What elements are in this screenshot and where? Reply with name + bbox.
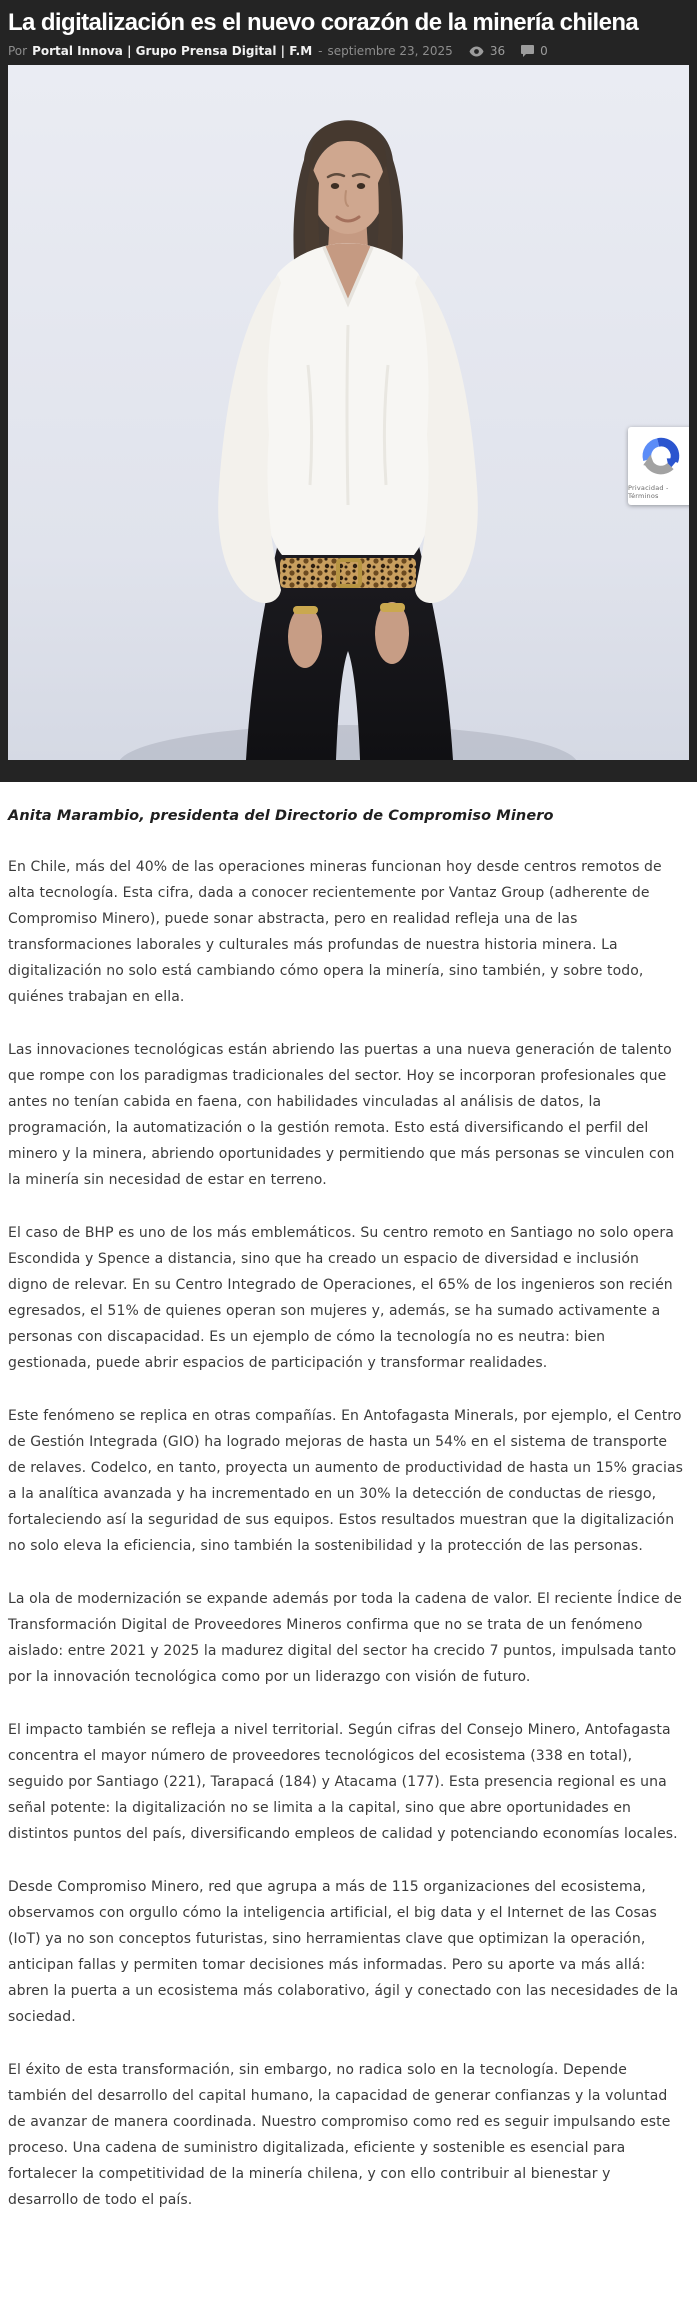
- portrait-photo-illustration: [8, 65, 689, 760]
- byline-author-link[interactable]: Portal Innova | Grupo Prensa Digital | F.M: [32, 44, 313, 58]
- recaptcha-badge[interactable]: [628, 427, 689, 505]
- recaptcha-logo-icon: [639, 434, 683, 478]
- article-hero-section: [0, 0, 697, 782]
- article-paragraph: El impacto también se refleja a nivel territorial. Según cifras del Consejo Minero, Antofagasta concentra el mayor número de proveedores tecnológicos del ecosistema (338 en total), seguido por Santiago (221), Tarapacá (184) y Atacama (177). Esta presencia regional es una señal potente: la digitalización no se limita a la capital, sino que abre oportunidades en distintos puntos del país, diversificando empleos de calidad y potenciando economías locales.: [8, 1722, 678, 1842]
- eye-icon: [469, 46, 484, 57]
- recaptcha-privacy-terms-link[interactable]: Privacidad - Términos: [628, 484, 669, 500]
- article-paragraph: Este fenómeno se replica en otras compañías. En Antofagasta Minerals, por ejemplo, el Centro de Gestión Integrada (GIO) ha logrado mejoras de hasta un 54% en el sistema de transporte de relaves. Codelco, en tanto, proyecta un aumento de productividad de hasta un 15% gracias a la analítica avanzada y ha incrementado en un 30% la detección de conductas de riesgo, fortaleciendo así la seguridad de sus equipos. Estos resultados muestran que la digitalización no solo eleva la eficiencia, sino también la sostenibilidad y la protección de las personas.: [8, 1408, 684, 1554]
- view-count: 36: [489, 44, 506, 58]
- photo-caption: Anita Marambio, presidenta del Directorio de Compromiso Minero: [8, 808, 554, 824]
- article-paragraph: El éxito de esta transformación, sin embargo, no radica solo en la tecnología. Depende también del desarrollo del capital humano, la capacidad de generar confianzas y la voluntad de avanzar de manera coordinada. Nuestro compromiso como red es seguir impulsando este proceso. Una cadena de suministro digitalizada, eficiente y sostenible es esencial para fortalecer la competitividad de la minería chilena, y con ello contribuir al bienestar y desarrollo de todo el país.: [8, 2062, 671, 2208]
- article-body-section: [0, 782, 697, 2323]
- comment-bubble-icon: [521, 45, 534, 57]
- byline: [8, 43, 689, 59]
- publish-date: septiembre 23, 2025: [327, 44, 453, 58]
- byline-prefix: Por: [8, 44, 28, 58]
- article-paragraph: Las innovaciones tecnológicas están abriendo las puertas a una nueva generación de talento que rompe con los paradigmas tradicionales del sector. Hoy se incorporan profesionales que antes no tenían cabida en faena, con habilidades vinculadas al análisis de datos, la programación, la automatización o la gestión remota. Esto está diversificando el perfil del minero y la minera, abriendo oportunidades y permitiendo que más personas se vinculen con la minería sin necesidad de estar en terreno.: [8, 1042, 675, 1188]
- article-paragraph: La ola de modernización se expande además por toda la cadena de valor. El reciente Índice de Transformación Digital de Proveedores Mineros confirma que no se trata de un fenómeno aislado: entre 2021 y 2025 la madurez digital del sector ha crecido 7 puntos, impulsada tanto por la innovación tecnológica como por un liderazgo con visión de futuro.: [8, 1591, 682, 1685]
- article-paragraph: Desde Compromiso Minero, red que agrupa a más de 115 organizaciones del ecosistema, observamos con orgullo cómo la inteligencia artificial, el big data y el Internet de las Cosas (IoT) ya no son conceptos futuristas, sino herramientas clave que optimizan la operación, anticipan fallas y permiten tomar decisiones más informadas. Pero su aporte va más allá: abren la puerta a un ecosistema más colaborativo, ágil y conectado con las necesidades de la sociedad.: [8, 1879, 679, 2025]
- page-title: La digitalización es el nuevo corazón de la minería chilena: [8, 9, 639, 36]
- article-featured-photo: [8, 65, 689, 760]
- article-paragraph: En Chile, más del 40% de las operaciones mineras funcionan hoy desde centros remotos de alta tecnología. Esta cifra, dada a conocer recientemente por Vantaz Group (adherente de Compromiso Minero), puede sonar abstracta, pero en realidad refleja una de las transformaciones laborales y culturales más profundas de nuestra historia minera. La digitalización no solo está cambiando cómo opera la minería, sino también, y sobre todo, quiénes trabajan en ella.: [8, 859, 662, 1005]
- views-meta: [469, 44, 505, 58]
- article-body: [8, 854, 683, 2213]
- byline-separator: -: [318, 44, 323, 58]
- article-paragraph: El caso de BHP es uno de los más emblemáticos. Su centro remoto en Santiago no solo opera Escondida y Spence a distancia, sino que ha creado un espacio de diversidad e inclusión digno de relevar. En su Centro Integrado de Operaciones, el 65% de los ingenieros son recién egresados, el 51% de quienes operan son mujeres y, además, se ha sumado activamente a personas con discapacidad. Es un ejemplo de cómo la tecnología no es neutra: bien gestionada, puede abrir espacios de participación y transformar realidades.: [8, 1225, 674, 1371]
- comment-count: 0: [540, 44, 548, 58]
- comments-meta[interactable]: [521, 44, 548, 58]
